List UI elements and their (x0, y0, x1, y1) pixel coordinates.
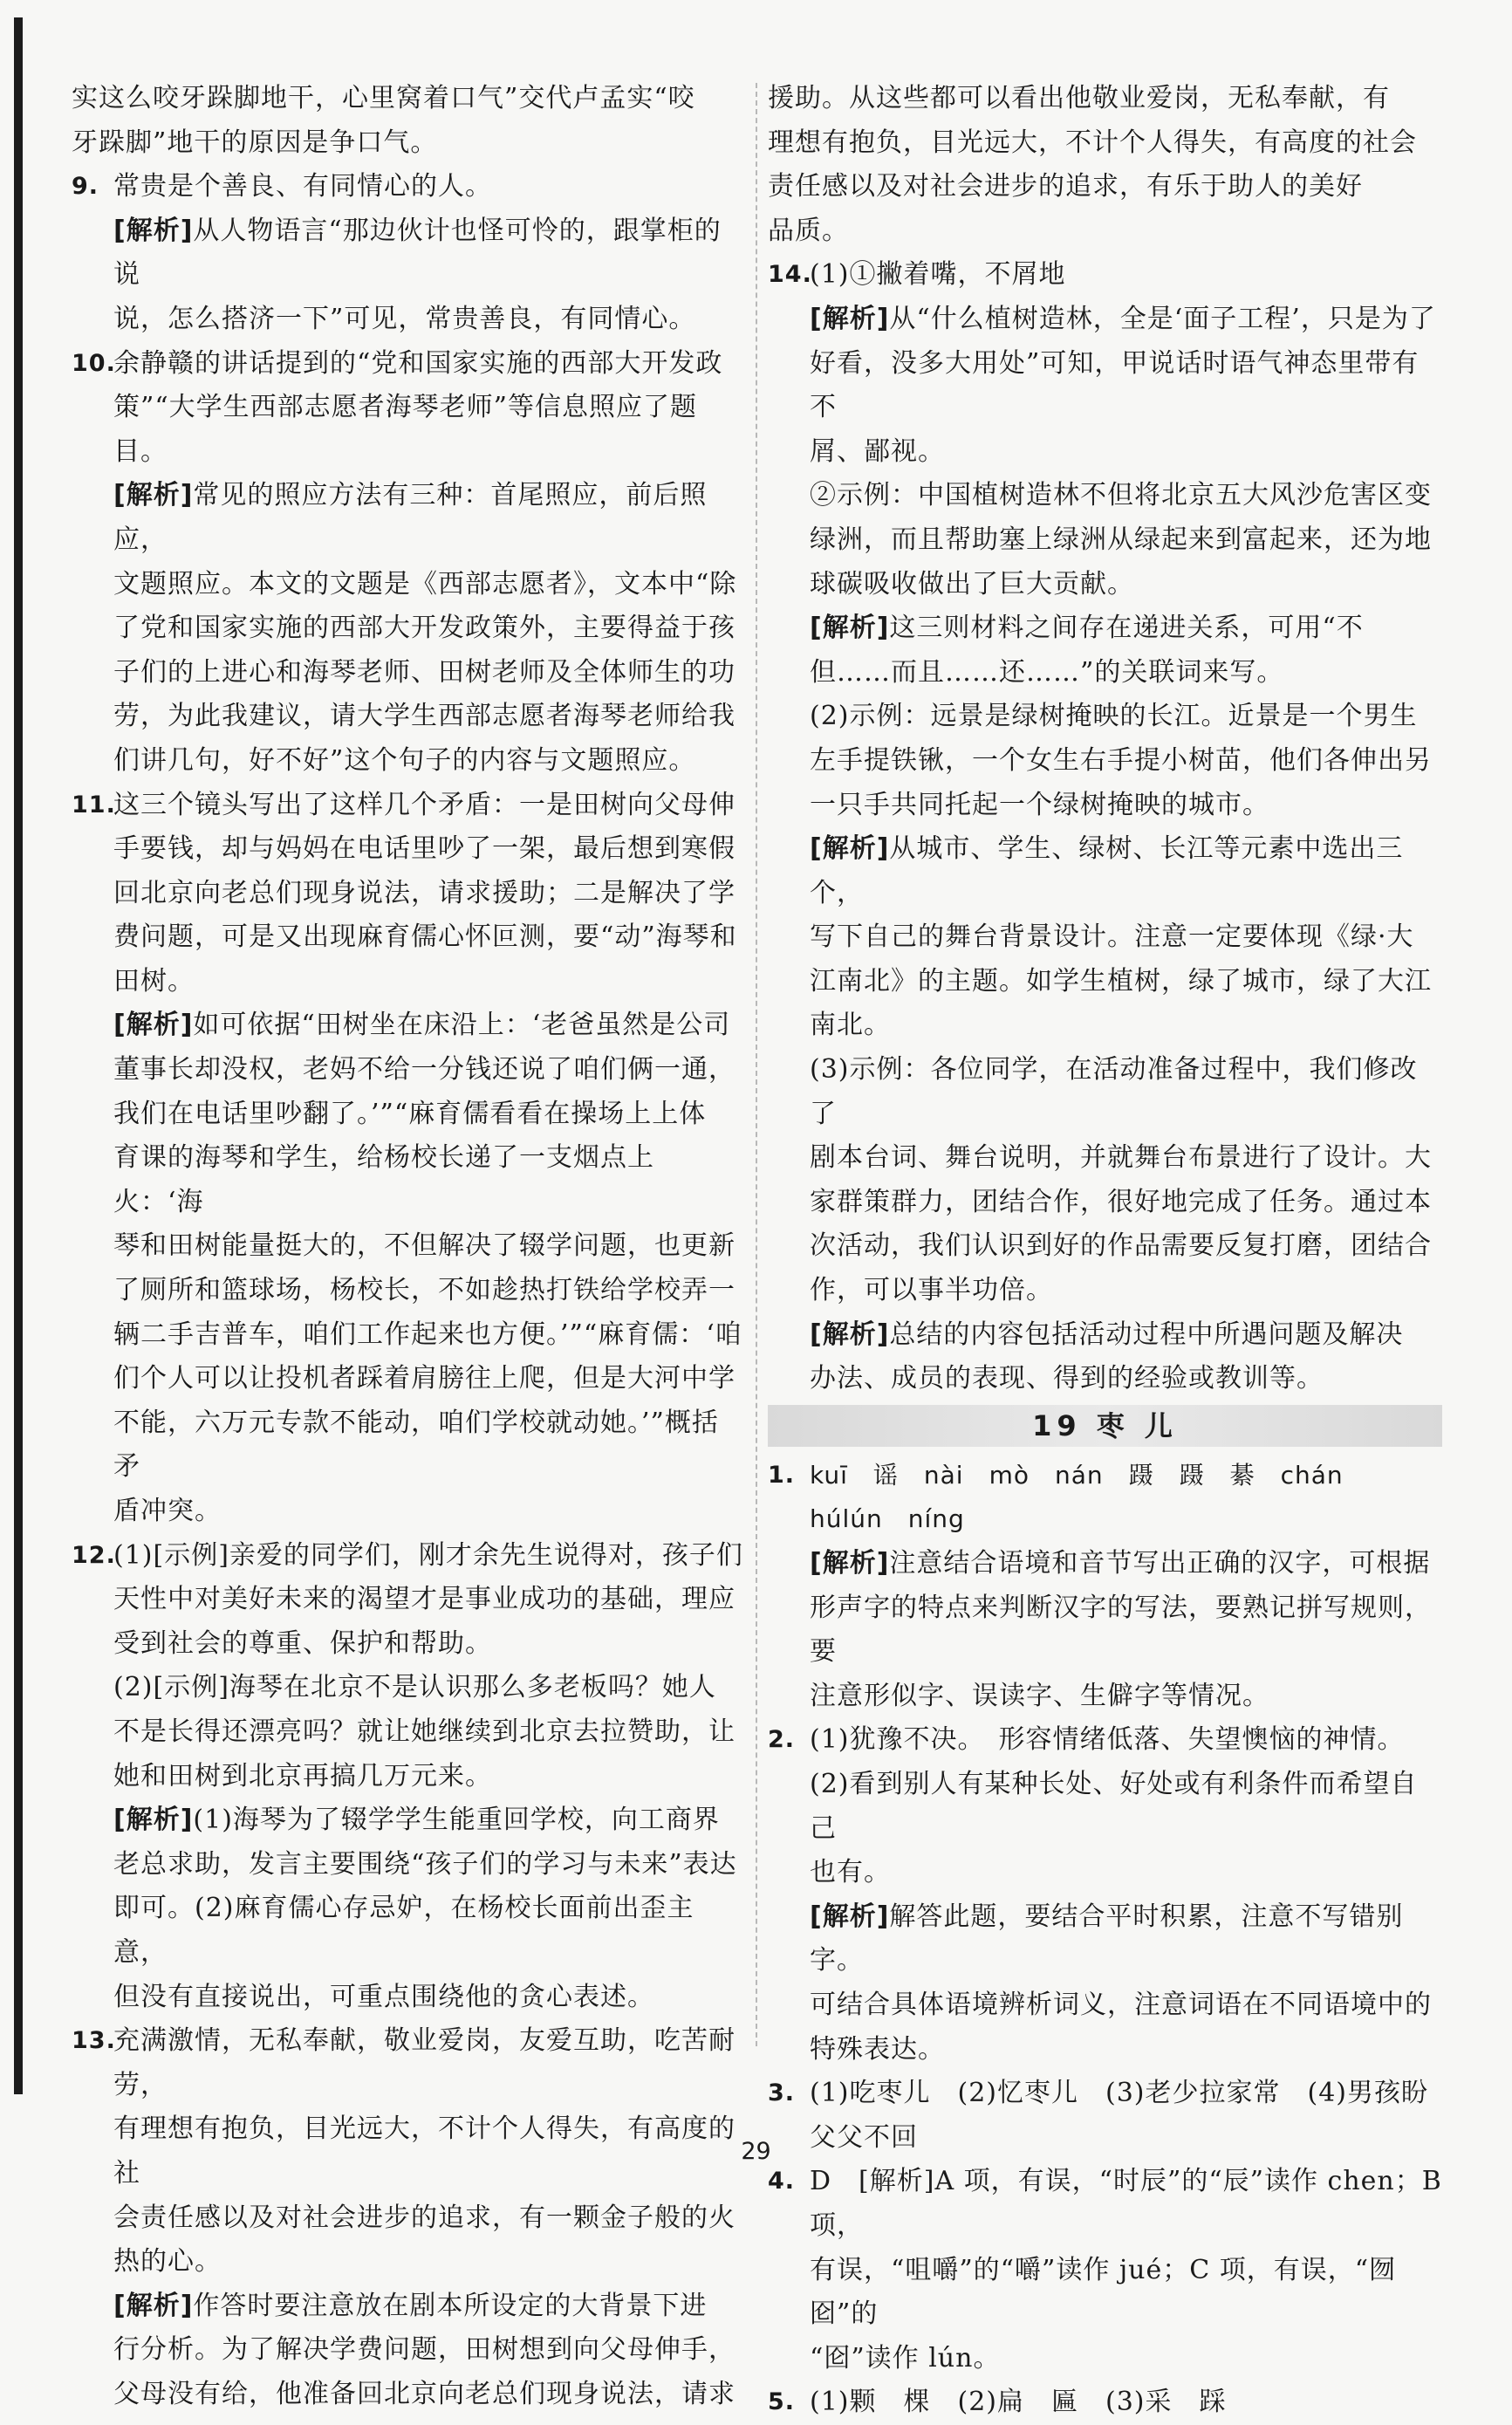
analysis-line: 形声字的特点来判断汉字的写法，要熟记拼写规则，要 (810, 1592, 1432, 1668)
answer-line: 热的心。 (113, 2246, 222, 2278)
analysis-line: 绿洲，而且帮助塞上绿洲从绿起来到富起来，还为地 (810, 524, 1432, 555)
item-number: 5. (768, 2388, 796, 2416)
analysis-line: 从人物语言“那边伙计也怪可怜的，跟掌柜的说 (113, 215, 722, 291)
analysis-line: 行分析。为了解决学费问题，田树想到向父母伸手， (113, 2334, 735, 2366)
page-number: 29 (741, 2138, 771, 2165)
analysis-line: 但没有直接说出，可重点围绕他的贪心表述。 (113, 1981, 654, 2012)
analysis-line: 了党和国家实施的西部大开发政策外，主要得益于孩 (113, 613, 735, 644)
analysis-line: 育课的海琴和学生，给杨校长递了一支烟点上火：‘海 (113, 1142, 654, 1217)
analysis-line: 注意结合语境和音节写出正确的汉字，可根据 (889, 1548, 1431, 1579)
item-number: 2. (768, 1726, 796, 1754)
analysis-line: 家群策群力，团结合作，很好地完成了任务。通过本 (810, 1186, 1432, 1217)
answer-line: (1)[示例]亲爱的同学们，刚才余先生说得对，孩子们 (113, 1539, 743, 1571)
answer-line: 受到社会的尊重、保护和帮助。 (113, 1627, 492, 1659)
analysis-block (72, 1798, 743, 2019)
answer-item (768, 1718, 1442, 2072)
analysis-line: 常见的照应方法有三种：首尾照应，前后照应， (113, 480, 708, 555)
analysis-line: 即可。(2)麻育儒心存忌妒，在杨校长面前出歪主意， (113, 1893, 694, 1968)
analysis-tag: [解析] (810, 1901, 890, 1932)
answer-line: D [解析]A 项，有误，“时辰”的“辰”读作 chen；B 项， (810, 2166, 1442, 2241)
item-number: 9. (72, 173, 99, 201)
item-number: 10. (72, 349, 116, 377)
analysis-line: (3)示例：各位同学，在活动准备过程中，我们修改了 (810, 1054, 1418, 1129)
answer-item (72, 2019, 743, 2416)
analysis-line: 作，可以事半功倍。 (810, 1275, 1053, 1306)
analysis-line: 子们的上进心和海琴老师、田树老师及全体师生的功 (113, 656, 735, 688)
analysis-line: 董事长却没权，老妈不给一分钱还说了咱们俩一通， (113, 1054, 735, 1086)
analysis-block (768, 827, 1442, 1048)
analysis-line: 琴和田树能量挺大的，不但解决了辍学问题，也更新 (113, 1230, 735, 1262)
answer-line: 策”“大学生西部志愿者海琴老师”等信息照应了题目。 (113, 392, 698, 467)
answer-line: 余静赣的讲话提到的“党和国家实施的西部大开发政 (113, 347, 723, 379)
answer-item (768, 253, 1442, 1401)
answer-line: 田树。 (113, 965, 195, 997)
answer-line: 这三个镜头写出了这样几个矛盾：一是田树向父母伸 (113, 789, 735, 820)
analysis-line: 不能，六万元专款不能动，咱们学校就动她。’”概括矛 (113, 1407, 719, 1483)
analysis-line: 次活动，我们认识到好的作品需要反复打磨，团结合 (810, 1230, 1432, 1262)
answer-line: kuī 谣 nài mò nán 蹑 蹑 綦 chán (810, 1460, 1344, 1490)
analysis-tag: [解析] (810, 1548, 890, 1579)
analysis-tag: [解析] (113, 2290, 194, 2321)
answer-line: 理想有抱负，目光远大，不计个人得失，有高度的社会 (768, 127, 1417, 158)
item-number: 1. (768, 1461, 796, 1489)
answer-line: “囵”读作 lún。 (810, 2342, 1001, 2374)
answer-line: 实这么咬牙跺脚地干，心里窝着口气”交代卢孟实“咬 (72, 83, 695, 113)
answer-line: húlún níng (810, 1504, 965, 1534)
analysis-line: 从“什么植树造林，全是‘面子工程’，只是为了 (889, 303, 1436, 334)
analysis-line: 父母没有给，他准备回北京向老总们现身说法，请求 (113, 2378, 735, 2409)
answer-line: 有误，“咀嚼”的“嚼”读作 jué；C 项，有误，“囫囵”的 (810, 2254, 1397, 2330)
right-column-top (768, 77, 1442, 1401)
answer-item (72, 77, 743, 165)
answer-item (72, 1534, 743, 2020)
answer-line: (1)吃枣儿 (2)忆枣儿 (3)老少拉家常 (4)男孩盼 (810, 2078, 1428, 2109)
analysis-line: 解答此题，要结合平时积累，注意不写错别字。 (810, 1901, 1404, 1976)
analysis-block (72, 474, 743, 783)
answer-line: 费问题，可是又出现麻育儒心怀叵测，要“动”海琴和 (113, 921, 737, 953)
analysis-tag: [解析] (113, 215, 194, 246)
analysis-line: 不是长得还漂亮吗？就让她继续到北京去拉赞助，让 (113, 1716, 735, 1747)
answer-line: 回北京向老总们现身说法，请求援助；二是解决了学 (113, 877, 735, 908)
analysis-line: (2)看到别人有某种长处、好处或有利条件而希望自己 (810, 1768, 1418, 1844)
column-divider (756, 83, 757, 2046)
analysis-block (768, 1895, 1442, 2072)
answer-line: 援助。从这些都可以看出他敬业爱岗，无私奉献，有 (768, 83, 1390, 113)
analysis-line: 劳，为此我建议，请大学生西部志愿者海琴老师给我 (113, 701, 735, 732)
analysis-block (768, 298, 1442, 474)
analysis-tag: [解析] (113, 1010, 194, 1041)
section-banner: 19 枣 儿 (768, 1405, 1442, 1447)
analysis-line: 剧本台词、舞台说明，并就舞台布景进行了设计。大 (810, 1142, 1432, 1174)
answer-line: 父父不回 (810, 2121, 918, 2153)
answer-item (72, 342, 743, 784)
analysis-line: 老总求助，发言主要围绕“孩子们的学习与未来”表达 (113, 1848, 737, 1880)
analysis-line: 了厕所和篮球场，杨校长，不如趁热打铁给学校弄一 (113, 1275, 735, 1306)
analysis-line: 这三则材料之间存在递进关系，可用“不 (889, 613, 1364, 644)
analysis-tag: [解析] (113, 480, 194, 511)
analysis-line: 如可依据“田树坐在床沿上：‘老爸虽然是公司 (193, 1010, 731, 1041)
right-column (768, 77, 1442, 2425)
right-column-bottom (768, 1454, 1442, 2425)
answer-subpart (768, 695, 1442, 827)
analysis-line: 辆二手吉普车，咱们工作起来也方便。’”“麻育儒：‘咱 (113, 1319, 742, 1350)
analysis-line: 说，怎么搭济一下”可见，常贵善良，有同情心。 (113, 303, 696, 334)
analysis-line: 们讲几句，好不好”这个句子的内容与文题照应。 (113, 744, 696, 776)
item-number: 13. (72, 2027, 116, 2055)
analysis-block (768, 1313, 1442, 1401)
analysis-block (72, 1004, 743, 1533)
answer-subpart (72, 1666, 743, 1798)
analysis-tag: [解析] (113, 1805, 194, 1836)
answer-line: (1)①撇着嘴，不屑地 (810, 259, 1066, 291)
analysis-line: 好看，没多大用处”可知，甲说话时语气神态里带有不 (810, 347, 1420, 423)
analysis-line: 特殊表达。 (810, 2033, 945, 2065)
answer-line: 手要钱，却与妈妈在电话里吵了一架，最后想到寒假 (113, 833, 735, 865)
answer-line: 牙跺脚”地干的原因是争口气。 (72, 127, 438, 158)
item-number: 4. (768, 2168, 796, 2196)
answer-item (768, 77, 1442, 253)
answer-subpart (768, 474, 1442, 606)
item-number: 12. (72, 1541, 116, 1569)
analysis-line: 南北。 (810, 1010, 891, 1041)
analysis-line: 她和田树到北京再搞几万元来。 (113, 1760, 492, 1791)
answer-line: 会责任感以及对社会进步的追求，有一颗金子般的火 (113, 2202, 735, 2233)
analysis-line: 但……而且……还……”的关联词来写。 (810, 656, 1284, 688)
analysis-line: 可结合具体语境辨析词义，注意词语在不同语境中的 (810, 1989, 1432, 2020)
analysis-line: 文题照应。本文的文题是《西部志愿者》，文本中“除 (113, 568, 737, 599)
analysis-block (768, 606, 1442, 695)
analysis-line: 从城市、学生、绿树、长江等元素中选出三个， (810, 833, 1404, 908)
analysis-tag: [解析] (810, 833, 890, 865)
answer-item (768, 2160, 1442, 2380)
answer-item (72, 784, 743, 1534)
analysis-tag: [解析] (810, 303, 890, 334)
analysis-line: 也有。 (810, 1857, 891, 1888)
analysis-tag: [解析] (810, 1319, 890, 1350)
answer-line: (1)犹豫不决。 形容情绪低落、失望懊恼的神情。 (810, 1724, 1405, 1756)
analysis-line: (2)示例：远景是绿树掩映的长江。近景是一个男生 (810, 701, 1418, 732)
answer-subpart (768, 1048, 1442, 1313)
analysis-line: 们个人可以让投机者踩着肩膀往上爬，但是大河中学 (113, 1363, 735, 1394)
answer-line: 常贵是个善良、有同情心的人。 (113, 171, 492, 202)
answer-line: 品质。 (768, 215, 849, 246)
binding-edge (14, 17, 23, 2094)
left-column (72, 77, 743, 2416)
analysis-line: 作答时要注意放在剧本所设定的大背景下进 (193, 2290, 708, 2321)
answer-line: 天性中对美好未来的渴望才是事业成功的基础，理应 (113, 1584, 735, 1615)
analysis-line: (2)[示例]海琴在北京不是认识那么多老板吗？她人 (113, 1672, 716, 1703)
analysis-tag: [解析] (810, 613, 890, 644)
answer-line: (1)颗 棵 (2)扁 匾 (3)采 踩 (810, 2387, 1227, 2418)
item-number: 14. (768, 261, 812, 289)
item-number: 11. (72, 791, 116, 819)
answer-subpart (768, 1763, 1442, 1895)
analysis-line: 我们在电话里吵翻了。’”“麻育儒看看在操场上上体 (113, 1098, 707, 1129)
analysis-line: (1)海琴为了辍学学生能重回学校，向工商界 (193, 1805, 720, 1836)
analysis-line: 总结的内容包括活动过程中所遇问题及解决 (889, 1319, 1404, 1350)
analysis-block (72, 2285, 743, 2417)
answer-line: 责任感以及对社会进步的追求，有乐于助人的美好 (768, 171, 1363, 202)
analysis-line: 江南北》的主题。如学生植树，绿了城市，绿了大江 (810, 965, 1432, 997)
analysis-line: 注意形似字、误读字、生僻字等情况。 (810, 1680, 1269, 1711)
analysis-line: 盾冲突。 (113, 1496, 222, 1526)
answer-line: 有理想有抱负，目光远大，不计个人得失，有高度的社 (113, 2113, 735, 2189)
item-number: 3. (768, 2079, 796, 2107)
answer-item (768, 2380, 1442, 2425)
analysis-line: ②示例：中国植树造林不但将北京五大风沙危害区变 (810, 480, 1432, 511)
analysis-line: 一只手共同托起一个绿树掩映的城市。 (810, 789, 1269, 820)
analysis-line: 屑、鄙视。 (810, 435, 945, 467)
analysis-line: 球碳吸收做出了巨大贡献。 (810, 568, 1134, 599)
analysis-block (72, 209, 743, 342)
answer-item (768, 1454, 1442, 1719)
analysis-block (768, 1542, 1442, 1718)
answer-item (72, 165, 743, 341)
analysis-line: 办法、成员的表现、得到的经验或教训等。 (810, 1363, 1324, 1394)
analysis-line: 写下自己的舞台背景设计。注意一定要体现《绿·大 (810, 921, 1414, 953)
analysis-line: 左手提铁锹，一个女生右手提小树苗，他们各伸出另 (810, 744, 1432, 776)
answer-line: 充满激情，无私奉献，敬业爱岗，友爱互助，吃苦耐劳， (113, 2025, 735, 2100)
